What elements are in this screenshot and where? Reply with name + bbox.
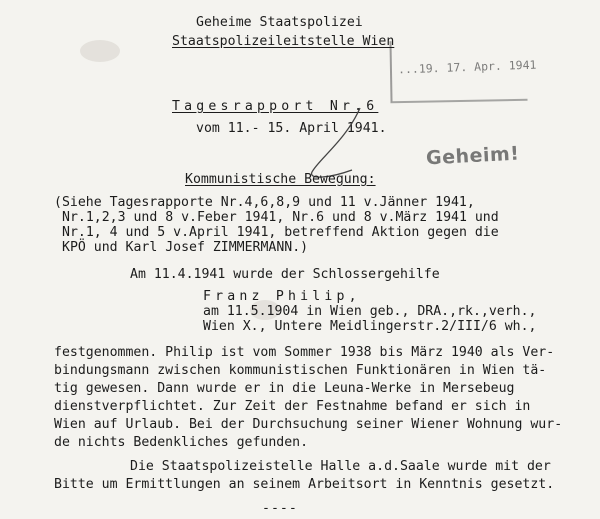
body-line: tig gewesen. Dann wurde er in die Leuna-Werke in Mersebeug	[54, 381, 515, 396]
end-mark: ----	[262, 501, 298, 516]
person-detail: Wien X., Untere Meidlingerstr.2/III/6 wh.,	[203, 319, 537, 334]
body-line: festgenommen. Philip ist vom Sommer 1938 bis März 1940 als Ver-	[54, 345, 555, 360]
body-line: de nichts Bedenkliches gefunden.	[54, 435, 309, 450]
classification-stamp: Geheim!	[425, 142, 520, 170]
intro-line: Am 11.4.1941 wurde der Schlossergehilfe	[130, 267, 440, 282]
body-line: bindungsmann zwischen kommunistischen Funktionären in Wien tä-	[54, 363, 547, 378]
section-heading: Kommunistische Bewegung:	[185, 172, 376, 187]
body-line: dienstverpflichtet. Zur Zeit der Festnahme befand er sich in	[54, 399, 531, 414]
person-name: Franz Philip,	[203, 289, 361, 304]
reference-line: Nr.1, 4 und 5 v.April 1941, betreffend Aktion gegen die	[62, 225, 499, 240]
reference-line: Nr.1,2,3 und 8 v.Feber 1941, Nr.6 und 8 v.März 1941 und	[62, 210, 499, 225]
received-date-stamp: ...19. 17. Apr. 1941	[397, 57, 537, 77]
agency-name: Geheime Staatspolizei	[196, 15, 363, 30]
person-detail: am 11.5.1904 in Wien geb., DRA.,rk.,verh.,	[203, 304, 537, 319]
office-name: Staatspolizeileitstelle Wien	[172, 34, 395, 49]
closing-line: Die Staatspolizeistelle Halle a.d.Saale wurde mit der	[130, 459, 551, 474]
report-title: Tagesrapport Nr.6	[172, 99, 379, 114]
report-period: vom 11.- 15. April 1941.	[196, 121, 387, 136]
reference-line: (Siehe Tagesrapporte Nr.4,6,8,9 und 11 v.Jänner 1941,	[54, 195, 475, 210]
body-line: Wien auf Urlaub. Bei der Durchsuchung seiner Wiener Wohnung wur-	[54, 417, 563, 432]
closing-line: Bitte um Ermittlungen an seinem Arbeitsort in Kenntnis gesetzt.	[54, 477, 555, 492]
reference-line: KPÖ und Karl Josef ZIMMERMANN.)	[62, 240, 309, 255]
